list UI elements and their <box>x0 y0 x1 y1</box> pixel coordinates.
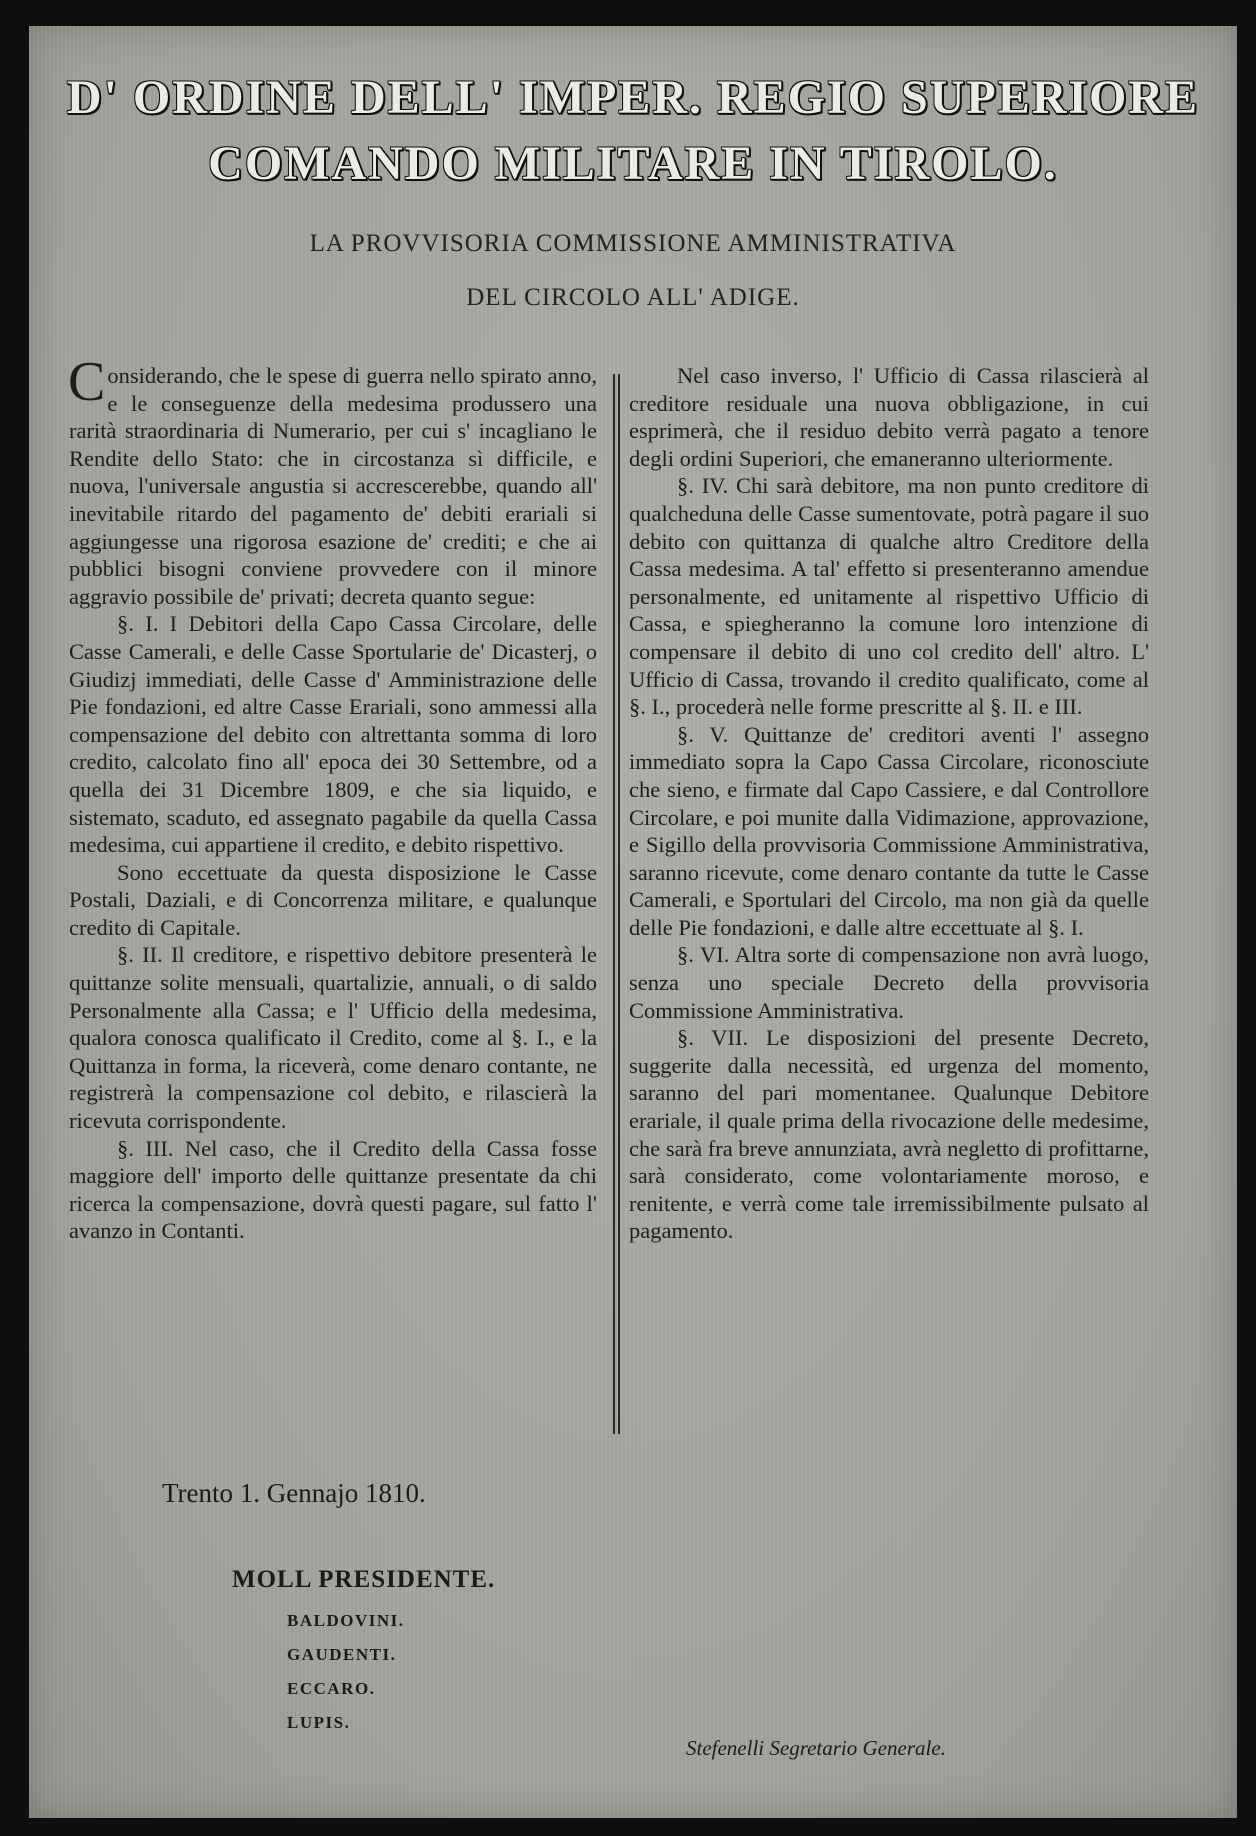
section-6: §. VI. Altra sorte di compensazione non avrà luogo, senza uno speciale Decreto della provvisoria Commissione Amministrativa. <box>629 942 1149 1023</box>
document-title-line2: COMANDO MILITARE IN TIROLO. <box>208 137 1058 190</box>
commission-member: BALDOVINI. <box>287 1611 405 1630</box>
secretary-signature: Stefenelli Segretario Generale. <box>686 1736 946 1760</box>
right-column <box>629 362 1149 1245</box>
document-title-line1: D' ORDINE DELL' IMPER. REGIO SUPERIORE <box>66 71 1200 124</box>
president-signature: MOLL PRESIDENTE. <box>232 1566 496 1593</box>
document-date: Trento 1. Gennajo 1810. <box>162 1478 426 1508</box>
intro-text: onsiderando, che le spese di guerra nello spirato anno, e le conseguenze della medesima produssero una rarità straordinaria di Numerario, per cui s' incagliano le Rendite dello Stato: che in circostanza sì difficile, e nuova, l'universale angustia si accrescerebbe, quando all' inevitabile ritardo del pagamento de' debiti erariali si aggiungesse una rigorosa esazione de' crediti; e che ai pubblici bisogni conviene provvedere con il minore aggravio possibile de' privati; decreta quanto segue: <box>69 363 597 609</box>
commission-member: LUPIS. <box>287 1713 351 1732</box>
commission-member: ECCARO. <box>287 1679 376 1698</box>
intro-paragraph <box>68 351 597 610</box>
document-subtitle-line1: LA PROVVISORIA COMMISSIONE AMMINISTRATIVA <box>309 230 957 257</box>
column-divider <box>618 374 620 1434</box>
section-2: §. II. Il creditore, e rispettivo debitore presenterà le quittanze solite mensuali, quartalizie, annuali, o di saldo Personalmente alla Cassa; e l' Ufficio della medesima, qualora conosca qualificato il Credito, come al §. I., e la Quittanza in forma, la riceverà, come denaro contante, ne registrerà la compensazione col debito, e rilascierà la ricevuta corrispondente. <box>69 942 597 1134</box>
section-3: §. III. Nel caso, che il Credito della Cassa fosse maggiore dell' importo delle quittanze presentate da chi ricerca la compensazione, dovrà questi pagare, sul fatto l' avanzo in Contanti. <box>69 1135 597 1244</box>
section-1: §. I. I Debitori della Capo Cassa Circolare, delle Casse Camerali, e delle Casse Sportularie de' Dicasterj, o Giudizj immediati, delle Casse d' Amministrazione delle Pie fondazioni, ed altre Casse Erariali, sono ammessi alla compensazione del debito con altrettanta somma di loro credito, calcolato fino all' epoca dei 30 Settembre, od a quella dei 31 Dicembre 1809, e che sia liquido, e sistemato, scaduto, ed assegnato pagabile da quella Cassa medesima, cui appartiene il credito, e debito rispettivo. <box>69 611 597 858</box>
drop-cap: C <box>68 351 106 413</box>
commission-member: GAUDENTI. <box>287 1645 397 1664</box>
column-divider <box>613 374 615 1434</box>
document-sheet <box>29 26 1237 1818</box>
exceptions-paragraph: Sono eccettuate da questa disposizione le Casse Postali, Daziali, e di Concorrenza militare, e qualunque credito di Capitale. <box>69 859 597 940</box>
section-5: §. V. Quittanze de' creditori aventi l' assegno immediato sopra la Capo Cassa Circolare, riconosciute che sieno, e firmate dal Capo Cassiere, e dal Controllore Circolare, e poi munite dalla Vidimazione, approvazione, e Sigillo della provvisoria Commissione Amministrativa, saranno ricevute, come denaro contante da tutte le Casse Camerali, e Sportulari del Circolo, ma non già da quelle delle Pie fondazioni, e dalle altre eccettuate al §. I. <box>629 721 1149 940</box>
section-7: §. VII. Le disposizioni del presente Decreto, suggerite dalla necessità, ed urgenza del momento, saranno del pari momentanee. Qualunque Debitore erariale, il quale prima della rivocazione delle medesime, che sarà fra breve annunziata, avrà negletto di profittarne, sarà considerato, come volontariamente moroso, e renitente, e verrà come tale irremissibilmente pulsato al pagamento. <box>629 1025 1149 1244</box>
left-column <box>68 351 597 1245</box>
inverse-case-paragraph: Nel caso inverso, l' Ufficio di Cassa rilascierà al creditore residuale una nuova obbligazione, in cui esprimerà, che il residuo debito verrà pagato a tenore degli ordini Superiori, che emaneranno ulteriormente. <box>629 363 1149 471</box>
section-4: §. IV. Chi sarà debitore, ma non punto creditore di qualcheduna delle Casse sumentovate, potrà pagare il suo debito con quittanza di qualche altro Creditore della Cassa medesima. A tal' effetto si presenteranno amendue personalmente, ed unitamente al rispettivo Ufficio di Cassa, e spiegheranno la comune loro intenzione di compensare il debito di uno col credito dell' altro. L' Ufficio di Cassa, trovando il credito qualificato, come al §. I., procederà nelle forme prescritte al §. II. e III. <box>629 473 1149 720</box>
document-subtitle-line2: DEL CIRCOLO ALL' ADIGE. <box>466 284 800 311</box>
